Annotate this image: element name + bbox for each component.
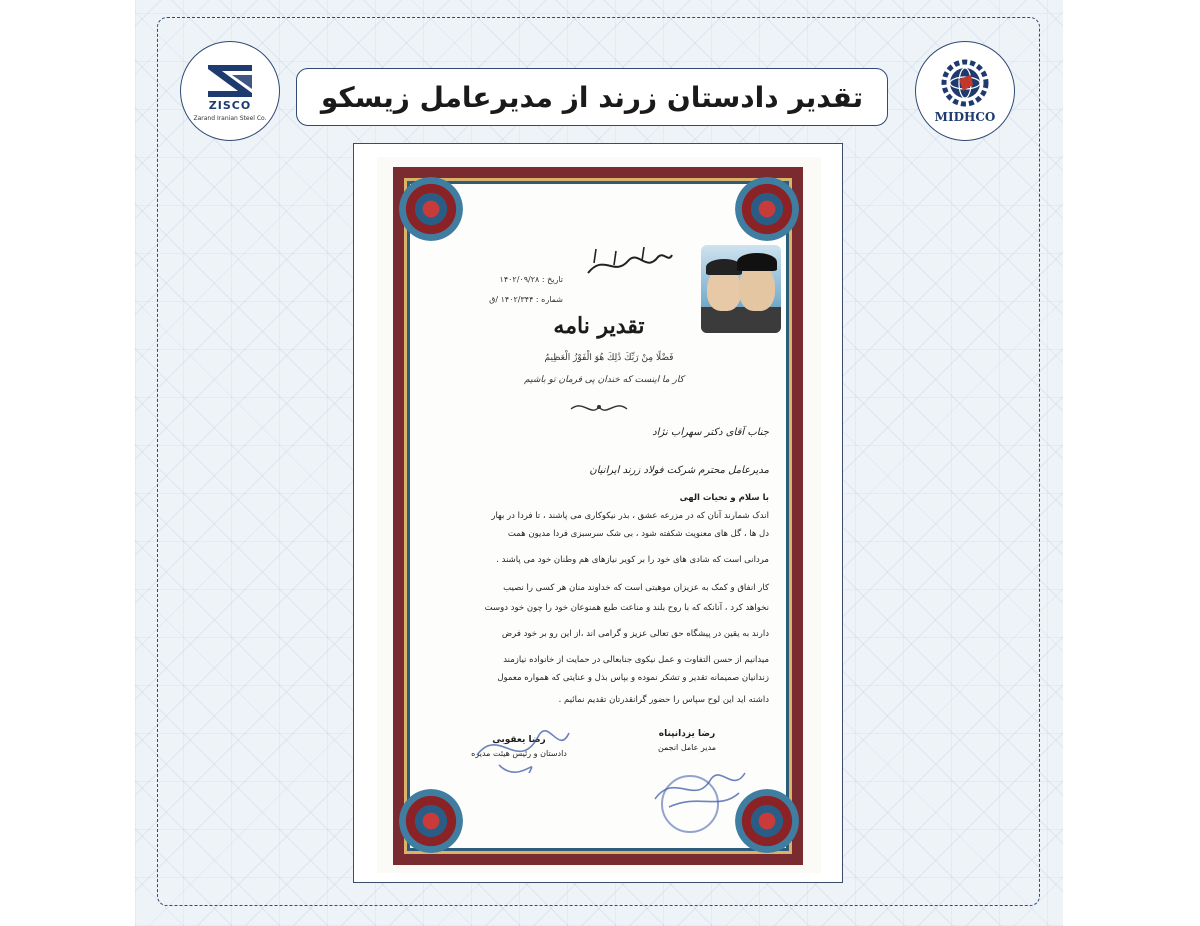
addressee-title: مدیرعامل محترم شرکت فولاد زرند ایرانیان xyxy=(589,465,769,476)
signer-role: مدیر عامل انجمن xyxy=(657,743,717,752)
calligraphy-icon xyxy=(584,243,674,283)
body-line: کار انفاق و کمک به عزیزان موهبتی است که خداوند منان هر کسی را نصیب xyxy=(503,583,769,593)
official-stamp xyxy=(661,775,719,833)
zisco-subtitle: Zarand Iranian Steel Co. xyxy=(193,114,267,122)
body-line: نخواهد کرد ، آنانکه که با روح بلند و مناعت طبع همنوعان خود را چون خود دوست xyxy=(484,603,769,613)
body-line: زندانیان صمیمانه تقدیر و تشکر نموده و بپاس بذل و عنایتی که همواره معمول xyxy=(497,673,769,683)
addressee-name: جناب آقای دکتر سهراب نژاد xyxy=(652,427,769,438)
zisco-name: ZISCO xyxy=(208,98,252,112)
signer-name: رضا یزدانپناه xyxy=(658,729,716,739)
signer-name: رضا یعقوبی xyxy=(492,735,546,745)
bismillah-calligraphy xyxy=(584,243,674,283)
date-line: تاریخ : ۱۴۰۲/۰۹/۲۸ xyxy=(499,275,563,284)
body-line: میدانیم از حسن التفاوت و عمل نیکوی جنابعالی در حمایت از خانواده نیازمند xyxy=(503,655,769,665)
midhco-gear-globe-icon xyxy=(934,58,996,108)
signature-right xyxy=(627,727,747,755)
portraits-image xyxy=(701,245,781,333)
reference-meta xyxy=(443,270,563,310)
number-line: شماره : ۱۴۰۲/۳۴۴ /ق xyxy=(489,295,563,304)
midhco-logo xyxy=(915,41,1015,141)
page-title: تقدیر دادستان زرند از مدیرعامل زیسکو xyxy=(320,80,864,114)
signature-scribble-icon xyxy=(469,715,579,785)
quran-verse: فَضْلًا مِنْ رَبِّكَ ذَٰلِكَ هُوَ الْفَوْزُ الْعَظِيمُ xyxy=(544,353,674,363)
zisco-mark-icon xyxy=(202,61,258,101)
body-line: مردانی است که شادی های خود را بر کویر نیازهای هم وطنان خود می پاشند . xyxy=(496,555,769,565)
body-line: دارند به یقین در پیشگاه حق تعالی عزیز و گرامی اند ،از این رو بر خود فرض xyxy=(501,629,769,639)
signer-role: دادستان و رئیس هیئت مدیره xyxy=(471,749,567,758)
body-line: اندک شمارند آنان که در مزرعه عشق ، بذر نیکوکاری می پاشند ، تا فردا در بهار xyxy=(491,511,769,521)
poem-line: کار ما اینست که خندان پی فرمان تو باشیم xyxy=(524,375,684,385)
midhco-name: MIDHCO xyxy=(934,110,996,124)
greeting: با سلام و تحیات الهی xyxy=(679,493,769,503)
certificate-title: تقدیر نامه xyxy=(553,313,645,339)
zisco-logo xyxy=(180,41,280,141)
body-line: دل ها ، گل های معنویت شکفته شود ، بی شک سرسبزی فردا مدیون همت xyxy=(507,529,769,539)
body-line: داشته اید این لوح سپاس را حضور گرانقدرتان تقدیم نمائیم . xyxy=(558,695,769,705)
title-box xyxy=(296,68,888,126)
certificate-content xyxy=(419,215,777,825)
certificate-image xyxy=(377,157,821,873)
divider-ornament-icon xyxy=(569,397,629,419)
